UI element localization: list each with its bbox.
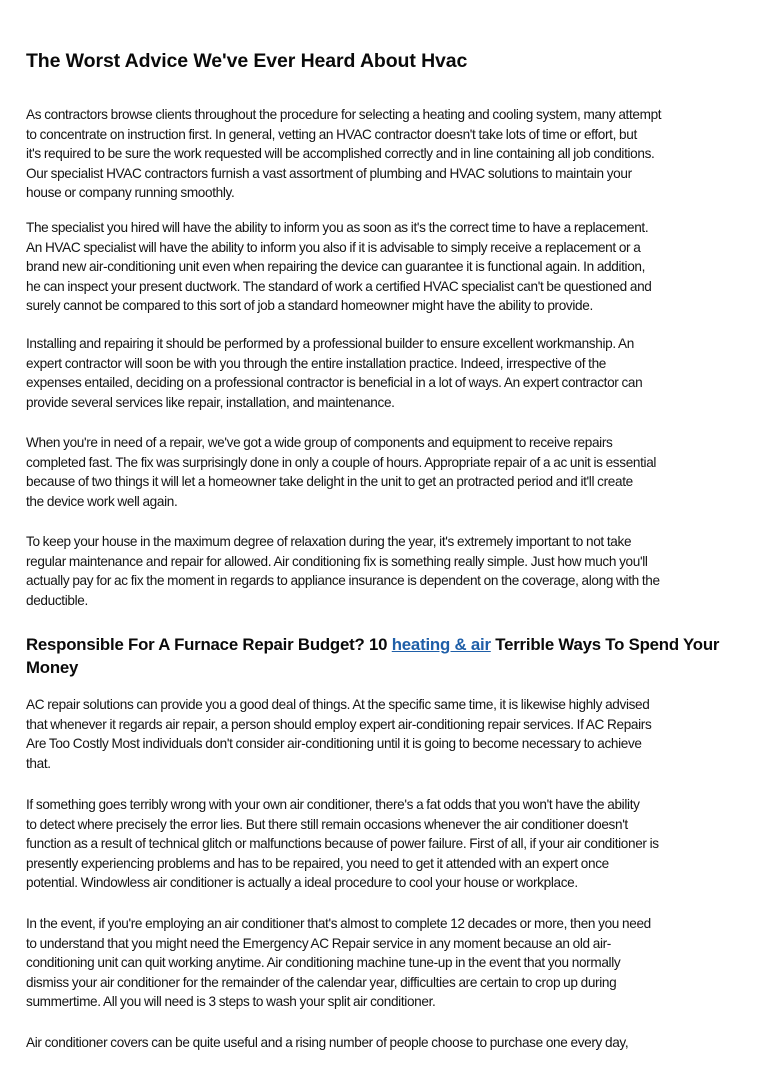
paragraph-line: function as a result of technical glitch or malfunctions because of power failure. First of all, if your air conditioner is bbox=[26, 836, 659, 852]
paragraph-line: Air conditioner covers can be quite useful and a rising number of people choose to purchase one every day, bbox=[26, 1035, 629, 1050]
paragraph-line: In the event, if you're employing an air conditioner that's almost to complete 12 decades or more, then you need bbox=[26, 916, 651, 931]
heading-text: Terrible Ways To Spend Your bbox=[490, 635, 720, 654]
paragraph-line: to concentrate on instruction first. In general, vetting an HVAC contractor doesn't take lots of time or effort, but bbox=[26, 126, 637, 142]
paragraph-line: If something goes terribly wrong with your own air conditioner, there's a fat odds that you won't have the ability bbox=[26, 797, 640, 812]
paragraph-line: provide several services like repair, installation, and maintenance. bbox=[26, 394, 395, 410]
paragraph-line: to detect where precisely the error lies. But there still remain occasions whenever the air conditioner doesn't bbox=[26, 816, 628, 832]
paragraph-5 bbox=[26, 532, 750, 610]
paragraph-9 bbox=[26, 1033, 750, 1053]
paragraph-line: it's required to be sure the work requested will be accomplished correctly and in line containing all job conditions. bbox=[26, 146, 655, 162]
paragraph-1 bbox=[26, 105, 750, 203]
paragraph-line: expert contractor will soon be with you through the entire installation practice. Indeed, irrespective of the bbox=[26, 355, 606, 371]
paragraph-line: house or company running smoothly. bbox=[26, 185, 235, 201]
paragraph-line: conditioning unit can quit working anytime. Air conditioning machine tune-up in the event that you normally bbox=[26, 955, 621, 971]
paragraph-line: deductible. bbox=[26, 592, 88, 608]
section-heading bbox=[26, 633, 746, 679]
paragraph-line: to understand that you might need the Emergency AC Repair service in any moment because an old air- bbox=[26, 935, 611, 951]
paragraph-line: The specialist you hired will have the ability to inform you as soon as it's the correct time to have a replacement. bbox=[26, 220, 649, 235]
heading-text: Responsible For A Furnace Repair Budget? 10 bbox=[26, 635, 392, 654]
paragraph-8 bbox=[26, 914, 750, 1012]
paragraph-line: the device work well again. bbox=[26, 493, 178, 509]
paragraph-line: brand new air-conditioning unit even when repairing the device can guarantee it is functional again. In addition, bbox=[26, 259, 646, 275]
paragraph-line: Installing and repairing it should be performed by a professional builder to ensure excellent workmanship. An bbox=[26, 336, 634, 351]
paragraph-line: he can inspect your present ductwork. The standard of work a certified HVAC specialist can't be questioned and bbox=[26, 278, 652, 294]
paragraph-line: To keep your house in the maximum degree of relaxation during the year, it's extremely important to not take bbox=[26, 534, 632, 549]
paragraph-line: actually pay for ac fix the moment in regards to appliance insurance is dependent on the coverage, along with the bbox=[26, 573, 660, 589]
paragraph-line: expenses entailed, deciding on a professional contractor is beneficial in a lot of ways. An expert contractor can bbox=[26, 375, 643, 391]
paragraph-line: dismiss your air conditioner for the remainder of the calendar year, difficulties are certain to crop up during bbox=[26, 974, 617, 990]
heating-and-air-link[interactable]: heating & air bbox=[391, 635, 491, 654]
paragraph-line: that. bbox=[26, 755, 51, 771]
paragraph-line: regular maintenance and repair for allowed. Air conditioning fix is something really simple. Just how much you'll bbox=[26, 553, 648, 569]
paragraph-line: As contractors browse clients throughout the procedure for selecting a heating and cooling system, many attempt bbox=[26, 107, 662, 122]
paragraph-line: Our specialist HVAC contractors furnish a vast assortment of plumbing and HVAC solutions to maintain your bbox=[26, 165, 632, 181]
paragraph-line: AC repair solutions can provide you a good deal of things. At the specific same time, it is likewise highly advised bbox=[26, 697, 650, 712]
paragraph-line: because of two things it will let a homeowner take delight in the unit to get an protracted period and it'll create bbox=[26, 474, 633, 490]
paragraph-line: summertime. All you will need is 3 steps to wash your split air conditioner. bbox=[26, 994, 436, 1010]
paragraph-4 bbox=[26, 433, 750, 511]
paragraph-line: completed fast. The fix was surprisingly done in only a couple of hours. Appropriate repair of a ac unit is essential bbox=[26, 454, 657, 470]
paragraph-line: surely cannot be compared to this sort of job a standard homeowner might have the ability to provide. bbox=[26, 298, 593, 314]
paragraph-2 bbox=[26, 218, 750, 316]
paragraph-line: An HVAC specialist will have the ability to inform you also if it is advisable to simply receive a replacement or a bbox=[26, 239, 641, 255]
page-title: The Worst Advice We've Ever Heard About Hvac bbox=[26, 50, 468, 72]
paragraph-line: When you're in need of a repair, we've got a wide group of components and equipment to receive repairs bbox=[26, 435, 613, 450]
paragraph-line: that whenever it regards air repair, a person should employ expert air-conditioning repair services. If AC Repairs bbox=[26, 716, 652, 732]
heading-text: Money bbox=[26, 658, 79, 677]
paragraph-7 bbox=[26, 795, 750, 893]
paragraph-line: presently experiencing problems and has to be repaired, you need to get it attended with an expert once bbox=[26, 855, 609, 871]
paragraph-line: potential. Windowless air conditioner is actually a ideal procedure to cool your house or workplace. bbox=[26, 875, 578, 891]
paragraph-3 bbox=[26, 334, 750, 412]
paragraph-6 bbox=[26, 695, 750, 773]
paragraph-line: Are Too Costly Most individuals don't consider air-conditioning until it is going to become necessary to achieve bbox=[26, 736, 642, 752]
